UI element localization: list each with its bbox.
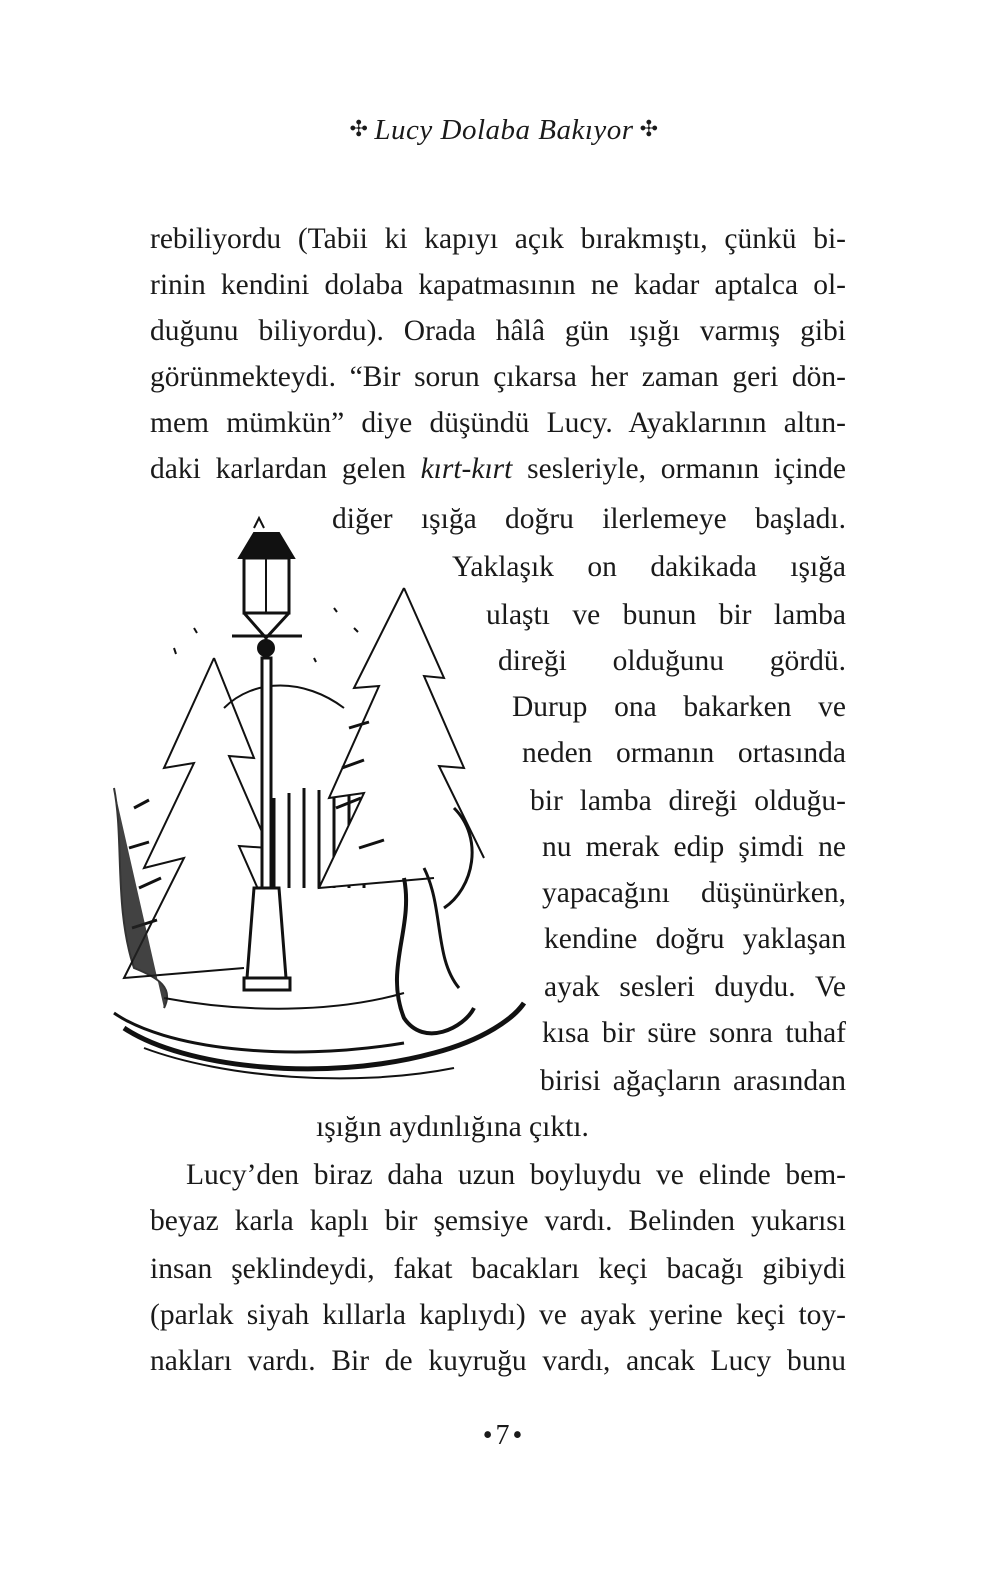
text-line: insan şeklindeydi, fakat bacakları keçi bacağı gibiydi bbox=[150, 1253, 846, 1285]
text-line: mem mümkün” diye düşündü Lucy. Ayaklarının altın- bbox=[150, 407, 846, 439]
text-line: diğer ışığa doğru ilerlemeye başladı. bbox=[332, 503, 846, 535]
text-run: sesleriyle, ormanın içinde bbox=[512, 453, 847, 485]
text-line: beyaz karla kaplı bir şemsiye vardı. Belinden yukarısı bbox=[150, 1205, 846, 1237]
text-line: (parlak siyah kıllarla kaplıydı) ve ayak yerine keçi toy- bbox=[150, 1299, 846, 1331]
text-line: ayak sesleri duydu. Ve bbox=[544, 971, 846, 1003]
text-run: daki karlardan gelen bbox=[150, 453, 421, 485]
page-number: •7• bbox=[482, 1420, 526, 1451]
ornament-left-icon: ✣ bbox=[349, 116, 369, 141]
lamppost-illustration bbox=[104, 508, 544, 1093]
paragraph-first-line: Lucy’den biraz daha uzun boyluydu ve elinde bem- bbox=[186, 1159, 846, 1191]
text-line: rinin kendini dolaba kapatmasının ne kadar aptalca ol- bbox=[150, 269, 846, 301]
text-line: Yaklaşık on dakikada ışığa bbox=[452, 551, 846, 583]
text-line: direği olduğunu gördü. bbox=[498, 645, 846, 677]
text-line bbox=[150, 446, 846, 492]
text-line: ışığın aydınlığına çıktı. bbox=[316, 1111, 589, 1143]
text-line: bir lamba direği olduğu- bbox=[530, 785, 846, 817]
onomatopoeia: kırt-kırt bbox=[420, 453, 513, 485]
chapter-title: Lucy Dolaba Bakıyor bbox=[374, 114, 634, 146]
text-line: neden ormanın ortasında bbox=[522, 737, 846, 769]
text-line: Durup ona bakarken ve bbox=[512, 691, 846, 723]
ornament-right-icon: ✣ bbox=[639, 116, 659, 141]
text-line: nu merak edip şimdi ne bbox=[542, 831, 846, 863]
text-line: rebiliyordu (Tabii ki kapıyı açık bırakmıştı, çünkü bi- bbox=[150, 223, 846, 255]
text-line: duğunu biliyordu). Orada hâlâ gün ışığı varmış gibi bbox=[150, 315, 846, 347]
text-line: yapacağını düşünürken, bbox=[542, 877, 846, 909]
text-line: kısa bir süre sonra tuhaf bbox=[542, 1017, 846, 1049]
text-line: ulaştı ve bunun bir lamba bbox=[486, 599, 846, 631]
text-line: kendine doğru yaklaşan bbox=[544, 923, 846, 955]
running-header bbox=[0, 114, 1008, 147]
text-line: görünmekteydi. “Bir sorun çıkarsa her zaman geri dön- bbox=[150, 361, 846, 393]
text-line: nakları vardı. Bir de kuyruğu vardı, ancak Lucy bunu bbox=[150, 1345, 846, 1377]
text-line: birisi ağaçların arasından bbox=[540, 1065, 846, 1097]
